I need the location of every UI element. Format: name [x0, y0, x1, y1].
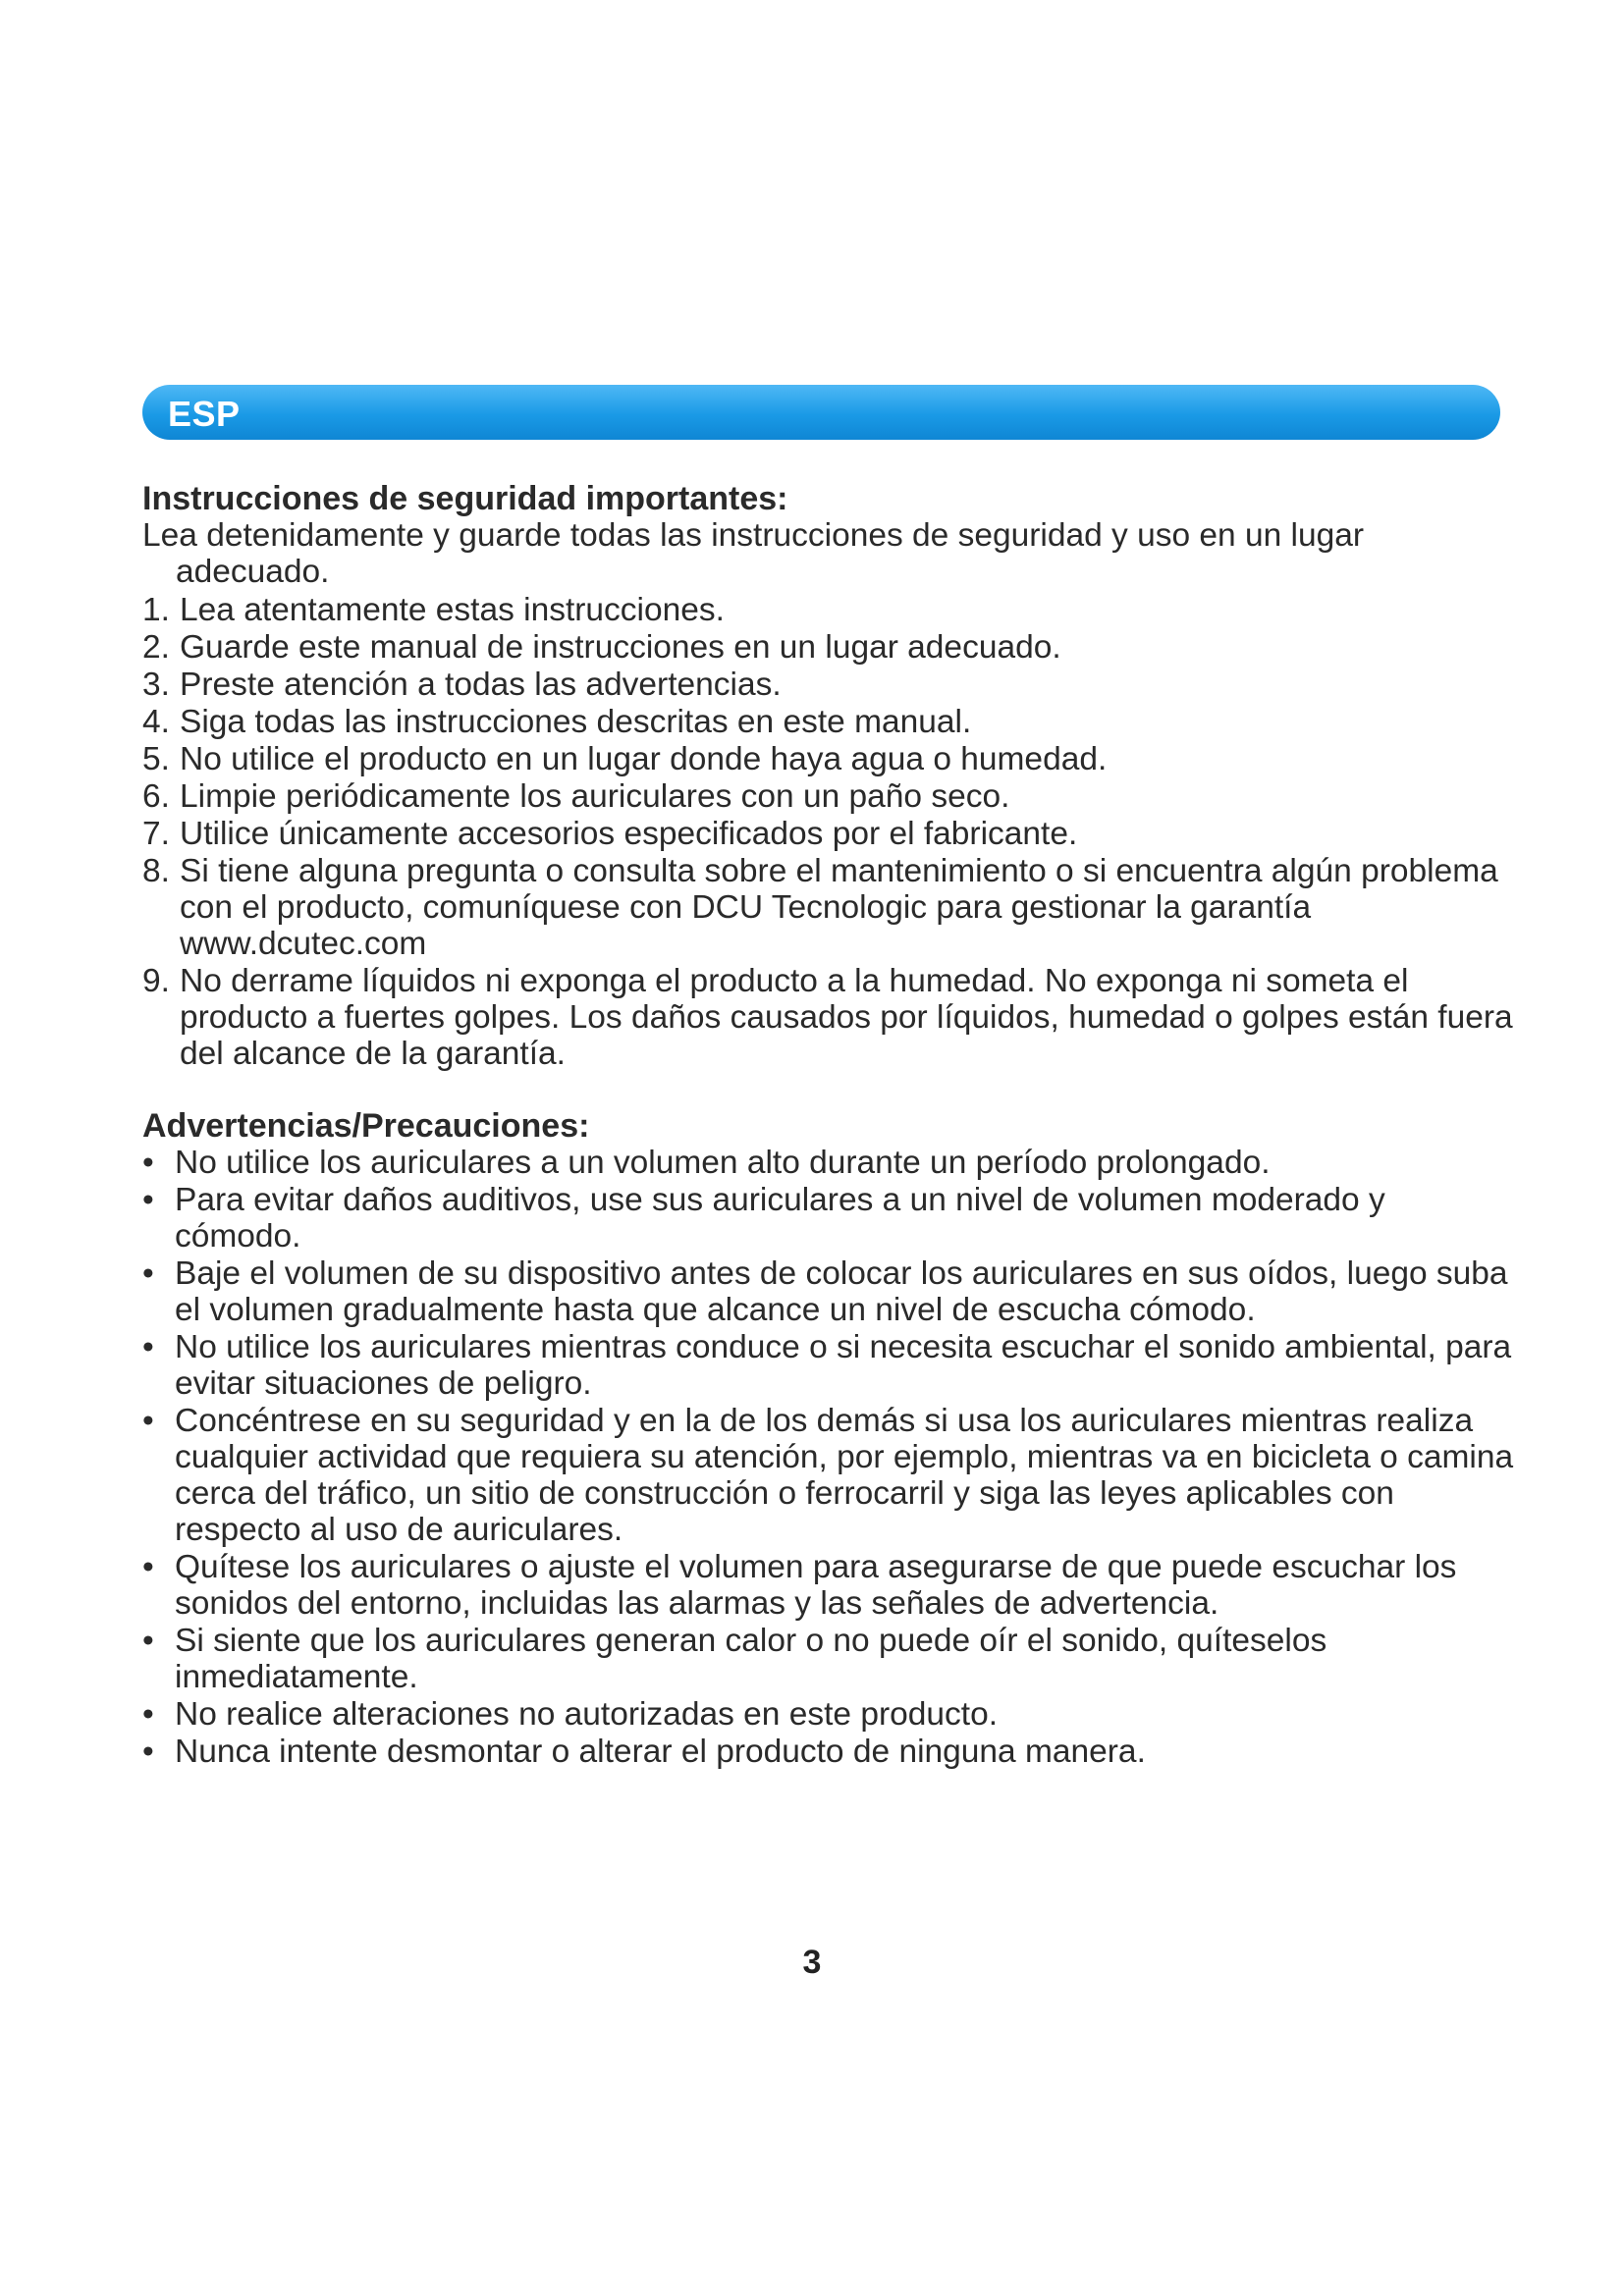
item-text: Nunca intente desmontar o alterar el producto de ninguna manera.: [175, 1734, 1146, 1770]
language-header-bar: [142, 385, 1500, 440]
list-item: [142, 1623, 1517, 1695]
list-item: [142, 1403, 1517, 1548]
item-text: Si siente que los auriculares generan calor o no puede oír el sonido, quíteselos inmediatamente.: [175, 1623, 1327, 1695]
safety-instructions-list: [142, 592, 1517, 1072]
item-text: No realice alteraciones no autorizadas en este producto.: [175, 1696, 999, 1733]
item-text: Limpie periódicamente los auriculares con un paño seco.: [180, 778, 1010, 815]
page-number: 3: [802, 1944, 822, 1981]
language-label: ESP: [168, 394, 241, 434]
bullet-icon: •: [142, 1696, 154, 1733]
list-item: [142, 778, 1517, 815]
item-text: Si tiene alguna pregunta o consulta sobre el mantenimiento o si encuentra algún problema con el producto, comuníquese con DCU Tecnologic para gestionar la garantía www.dcutec.com: [180, 853, 1498, 962]
list-item: [142, 1255, 1517, 1328]
item-number: 3.: [142, 667, 170, 703]
list-item: [142, 1329, 1517, 1402]
list-item: [142, 1182, 1517, 1255]
safety-section-title: Instrucciones de seguridad importantes:: [142, 480, 788, 517]
bullet-icon: •: [142, 1182, 154, 1218]
item-text: Preste atención a todas las advertencias.: [180, 667, 782, 703]
item-text: Guarde este manual de instrucciones en un lugar adecuado.: [180, 629, 1061, 666]
list-item: [142, 741, 1517, 777]
item-number: 2.: [142, 629, 170, 666]
bullet-icon: •: [142, 1255, 154, 1292]
item-text: Quítese los auriculares o ajuste el volumen para asegurarse de que puede escuchar los sonidos del entorno, incluidas las alarmas y las señales de advertencia.: [175, 1549, 1457, 1622]
item-text: Concéntrese en su seguridad y en la de los demás si usa los auriculares mientras realiza cualquier actividad que requiera su atención, por ejemplo, mientras va en bicicleta o camina cerca del tráfico, un sitio de construcción o ferrocarril y siga las leyes aplicables con respecto al uso de auriculares.: [175, 1403, 1514, 1548]
list-item: [142, 1734, 1517, 1770]
item-number: 9.: [142, 963, 170, 999]
list-item: [142, 667, 1517, 703]
bullet-icon: •: [142, 1623, 154, 1659]
bullet-icon: •: [142, 1403, 154, 1439]
bullet-icon: •: [142, 1734, 154, 1770]
item-text: Utilice únicamente accesorios especificados por el fabricante.: [180, 816, 1078, 852]
item-number: 7.: [142, 816, 170, 852]
item-text: No utilice los auriculares a un volumen alto durante un período prolongado.: [175, 1145, 1271, 1181]
safety-intro: Lea detenidamente y guarde todas las instrucciones de seguridad y uso en un lugar adecuado.: [142, 517, 1365, 590]
item-text: No utilice los auriculares mientras conduce o si necesita escuchar el sonido ambiental, para evitar situaciones de peligro.: [175, 1329, 1512, 1402]
item-text: Lea atentamente estas instrucciones.: [180, 592, 725, 628]
item-number: 1.: [142, 592, 170, 628]
item-text: No utilice el producto en un lugar donde haya agua o humedad.: [180, 741, 1108, 777]
list-item: [142, 1696, 1517, 1733]
document-body: [142, 481, 1517, 1771]
list-item: [142, 592, 1517, 628]
list-item: [142, 629, 1517, 666]
item-text: Siga todas las instrucciones descritas en este manual.: [180, 704, 972, 740]
section-gap: [142, 1073, 1517, 1108]
item-number: 4.: [142, 704, 170, 740]
list-item: [142, 963, 1517, 1072]
list-item: [142, 853, 1517, 962]
bullet-icon: •: [142, 1145, 154, 1181]
item-number: 8.: [142, 853, 170, 889]
list-item: [142, 1145, 1517, 1181]
item-text: Baje el volumen de su dispositivo antes de colocar los auriculares en sus oídos, luego suba el volumen gradualmente hasta que alcance un nivel de escucha cómodo.: [175, 1255, 1508, 1328]
warnings-section-title: Advertencias/Precauciones:: [142, 1107, 590, 1145]
warnings-list: [142, 1145, 1517, 1770]
list-item: [142, 704, 1517, 740]
item-text: Para evitar daños auditivos, use sus auriculares a un nivel de volumen moderado y cómodo.: [175, 1182, 1385, 1255]
bullet-icon: •: [142, 1549, 154, 1585]
item-number: 5.: [142, 741, 170, 777]
item-number: 6.: [142, 778, 170, 815]
list-item: [142, 1549, 1517, 1622]
bullet-icon: •: [142, 1329, 154, 1365]
list-item: [142, 816, 1517, 852]
item-text: No derrame líquidos ni exponga el producto a la humedad. No exponga ni someta el producto a fuertes golpes. Los daños causados por líquidos, humedad o golpes están fuera del alcance de la garantía.: [180, 963, 1513, 1072]
